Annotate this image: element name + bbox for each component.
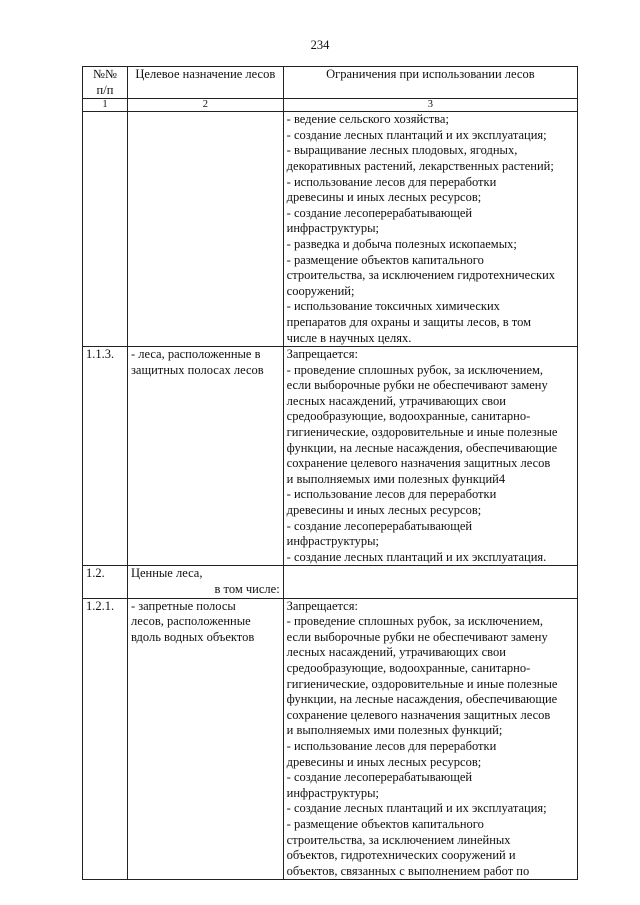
table-body [83,112,578,880]
restriction-line: - создание лесных плантаций и их эксплуатация. [286,549,547,564]
forest-restrictions-table [82,66,578,880]
restriction-line: если выборочные рубки не обеспечивают замену [286,629,548,644]
restriction-line: Запрещается: [286,598,358,613]
restriction-line: строительства, за исключением гидротехнических [286,268,556,283]
restriction-line: - использование токсичных химических [286,299,500,314]
purpose-line: лесов, расположенные [130,614,251,629]
table-row [83,112,578,347]
column-number: 2 [127,99,283,112]
restriction-line: объектов, связанных с выполнением работ по [286,863,530,878]
restrictions-cell [283,598,577,880]
restriction-line: - проведение сплошных рубок, за исключением, [286,614,544,629]
purpose-line: - запретные полосы [130,598,236,613]
restriction-line: инфраструктуры; [286,221,380,236]
table-row [83,347,578,566]
restriction-line: средообразующие, водоохранные, санитарно- [286,409,531,424]
table-row [83,598,578,880]
restriction-line: - ведение сельского хозяйства; [286,112,449,127]
page-number: 234 [310,38,330,52]
table-header-row [83,67,578,99]
purpose-line: защитных полосах лесов [130,362,264,377]
row-number-cell: 1.1.3. [83,347,128,566]
restriction-line: - использование лесов для переработки [286,738,497,753]
column-number-row [83,99,578,112]
restriction-line: - размещение объектов капитального [286,816,484,831]
row-number-cell [83,112,128,347]
restriction-line: - создание лесных плантаций и их эксплуатация; [286,127,547,142]
restriction-line: - создание лесоперерабатывающей [286,770,473,785]
restriction-line: если выборочные рубки не обеспечивают замену [286,378,548,393]
column-number: 3 [283,99,577,112]
purpose-cell [127,566,283,598]
header-col-number: №№ п/п [83,67,128,99]
restriction-line: Запрещается: [286,347,358,362]
restriction-line: - проведение сплошных рубок, за исключением, [286,362,544,377]
restriction-line: - создание лесоперерабатывающей [286,205,473,220]
restriction-line: древесины и иных лесных ресурсов; [286,503,482,518]
restriction-line: сохранение целевого назначения защитных лесов [286,707,551,722]
restriction-line: и выполняемых ими полезных функций4 [286,471,506,486]
purpose-cell [127,598,283,880]
purpose-cell [127,347,283,566]
restriction-line: объектов, гидротехнических сооружений и [286,848,516,863]
restriction-line: функции, на лесные насаждения, обеспечивающие [286,692,558,707]
restriction-line: гигиенические, оздоровительные и иные полезные [286,425,558,440]
restriction-line: и выполняемых ими полезных функций; [286,723,503,738]
purpose-subtitle: в том числе: [214,582,280,596]
restriction-line: сооружений; [286,283,355,298]
restriction-line: строительства, за исключением линейных [286,832,511,847]
restriction-line: - создание лесных плантаций и их эксплуатация; [286,801,547,816]
column-number: 1 [83,99,128,112]
restriction-line: - использование лесов для переработки [286,487,497,502]
restriction-line: инфраструктуры; [286,785,380,800]
header-col-purpose: Целевое назначение лесов [127,67,283,99]
row-number-cell: 1.2. [83,566,128,598]
restriction-line: функции, на лесные насаждения, обеспечивающие [286,440,558,455]
restriction-line: - создание лесоперерабатывающей [286,518,473,533]
restriction-line: гигиенические, оздоровительные и иные полезные [286,676,558,691]
restrictions-cell [283,566,577,598]
restriction-line: - использование лесов для переработки [286,174,497,189]
restriction-line: древесины и иных лесных ресурсов; [286,754,482,769]
table-row [83,566,578,598]
restriction-line: - размещение объектов капитального [286,252,484,267]
restriction-line: лесных насаждений, утрачивающих свои [286,645,506,660]
restriction-line: инфраструктуры; [286,534,380,549]
restriction-line: - разведка и добыча полезных ископаемых; [286,236,517,251]
purpose-cell [127,112,283,347]
restriction-line: препаратов для охраны и защиты лесов, в том [286,314,532,329]
restrictions-cell [283,112,577,347]
restriction-line: декоративных растений, лекарственных растений; [286,158,554,173]
purpose-line: Ценные леса, [130,566,203,581]
restriction-line: древесины и иных лесных ресурсов; [286,190,482,205]
restriction-line: лесных насаждений, утрачивающих свои [286,393,506,408]
restriction-line: - выращивание лесных плодовых, ягодных, [286,143,518,158]
restriction-line: сохранение целевого назначения защитных лесов [286,456,551,471]
restrictions-cell [283,347,577,566]
purpose-line: - леса, расположенные в [130,347,261,362]
restriction-line: средообразующие, водоохранные, санитарно- [286,660,531,675]
header-col-restrictions: Ограничения при использовании лесов [283,67,577,99]
row-number-cell: 1.2.1. [83,598,128,880]
restriction-line: числе в научных целях. [286,330,412,345]
purpose-line: вдоль водных объектов [130,629,255,644]
